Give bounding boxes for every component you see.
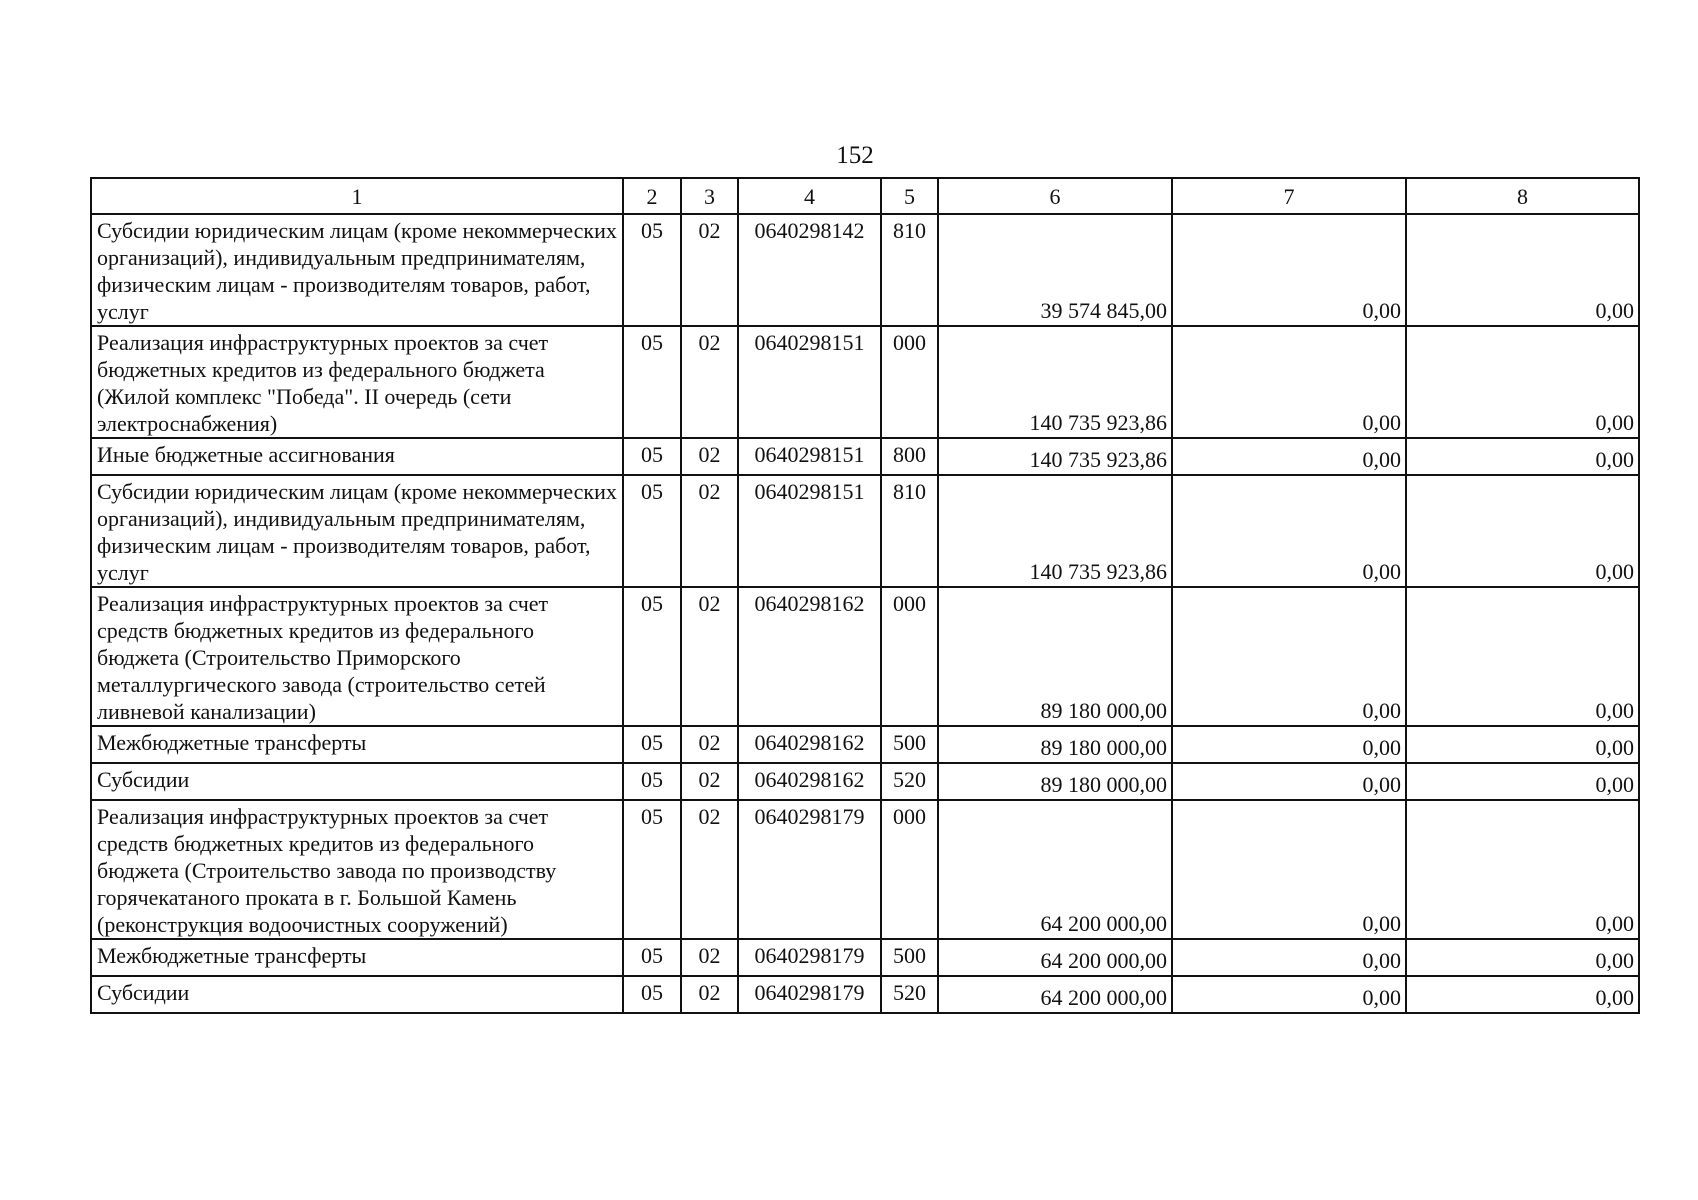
row-subsection: 02 xyxy=(681,475,738,587)
row-name: Субсидии xyxy=(91,763,623,800)
row-amount: 89 180 000,00 xyxy=(938,587,1172,726)
row-subsection: 02 xyxy=(681,326,738,438)
row-expense-type: 810 xyxy=(881,214,938,326)
row-amount-3: 0,00 xyxy=(1406,214,1639,326)
column-header: 8 xyxy=(1406,178,1639,214)
row-section: 05 xyxy=(623,976,681,1013)
row-amount-2: 0,00 xyxy=(1172,939,1406,976)
row-amount: 64 200 000,00 xyxy=(938,976,1172,1013)
header-row xyxy=(91,178,1639,214)
row-amount-2: 0,00 xyxy=(1172,726,1406,763)
row-amount-2: 0,00 xyxy=(1172,763,1406,800)
row-amount-3: 0,00 xyxy=(1406,475,1639,587)
row-name: Межбюджетные трансферты xyxy=(91,726,623,763)
row-section: 05 xyxy=(623,587,681,726)
row-expense-type: 500 xyxy=(881,726,938,763)
row-target-code: 0640298162 xyxy=(738,726,881,763)
row-section: 05 xyxy=(623,438,681,475)
row-amount: 140 735 923,86 xyxy=(938,475,1172,587)
row-expense-type: 520 xyxy=(881,763,938,800)
row-amount-3: 0,00 xyxy=(1406,438,1639,475)
row-section: 05 xyxy=(623,763,681,800)
row-amount: 140 735 923,86 xyxy=(938,326,1172,438)
column-header: 7 xyxy=(1172,178,1406,214)
row-subsection: 02 xyxy=(681,587,738,726)
row-amount-2: 0,00 xyxy=(1172,475,1406,587)
row-amount-2: 0,00 xyxy=(1172,214,1406,326)
row-name: Реализация инфраструктурных проектов за счет средств бюджетных кредитов из федерального бюджета (Строительство Приморского металлургического завода (строительство сетей ливневой канализации) xyxy=(91,587,623,726)
row-expense-type: 000 xyxy=(881,800,938,939)
row-subsection: 02 xyxy=(681,939,738,976)
row-amount-2: 0,00 xyxy=(1172,800,1406,939)
row-target-code: 0640298162 xyxy=(738,587,881,726)
row-amount-3: 0,00 xyxy=(1406,800,1639,939)
row-amount-2: 0,00 xyxy=(1172,587,1406,726)
budget-table xyxy=(90,177,1640,1014)
column-header: 5 xyxy=(881,178,938,214)
row-amount: 39 574 845,00 xyxy=(938,214,1172,326)
row-expense-type: 000 xyxy=(881,587,938,726)
row-amount: 64 200 000,00 xyxy=(938,800,1172,939)
table-row xyxy=(91,326,1639,438)
table-row xyxy=(91,800,1639,939)
row-section: 05 xyxy=(623,800,681,939)
row-section: 05 xyxy=(623,475,681,587)
row-name: Реализация инфраструктурных проектов за счет бюджетных кредитов из федерального бюджета (Жилой комплекс "Победа". II очередь (сети электроснабжения) xyxy=(91,326,623,438)
row-target-code: 0640298142 xyxy=(738,214,881,326)
row-expense-type: 500 xyxy=(881,939,938,976)
row-amount: 89 180 000,00 xyxy=(938,763,1172,800)
row-expense-type: 520 xyxy=(881,976,938,1013)
table-row xyxy=(91,939,1639,976)
row-target-code: 0640298179 xyxy=(738,939,881,976)
row-amount-2: 0,00 xyxy=(1172,976,1406,1013)
column-header: 2 xyxy=(623,178,681,214)
row-name: Субсидии xyxy=(91,976,623,1013)
row-amount: 140 735 923,86 xyxy=(938,438,1172,475)
table-row xyxy=(91,587,1639,726)
table-row xyxy=(91,214,1639,326)
table-row xyxy=(91,438,1639,475)
column-header: 3 xyxy=(681,178,738,214)
row-amount-2: 0,00 xyxy=(1172,326,1406,438)
table-row xyxy=(91,976,1639,1013)
page-number: 152 xyxy=(836,142,874,169)
column-header: 4 xyxy=(738,178,881,214)
row-target-code: 0640298151 xyxy=(738,326,881,438)
row-amount-2: 0,00 xyxy=(1172,438,1406,475)
table-row xyxy=(91,726,1639,763)
row-amount: 89 180 000,00 xyxy=(938,726,1172,763)
row-subsection: 02 xyxy=(681,976,738,1013)
column-header: 6 xyxy=(938,178,1172,214)
row-target-code: 0640298151 xyxy=(738,475,881,587)
row-amount: 64 200 000,00 xyxy=(938,939,1172,976)
row-expense-type: 000 xyxy=(881,326,938,438)
row-target-code: 0640298151 xyxy=(738,438,881,475)
table-row xyxy=(91,475,1639,587)
row-subsection: 02 xyxy=(681,800,738,939)
row-subsection: 02 xyxy=(681,763,738,800)
row-amount-3: 0,00 xyxy=(1406,726,1639,763)
row-target-code: 0640298179 xyxy=(738,976,881,1013)
row-amount-3: 0,00 xyxy=(1406,939,1639,976)
row-section: 05 xyxy=(623,214,681,326)
row-expense-type: 800 xyxy=(881,438,938,475)
row-name: Межбюджетные трансферты xyxy=(91,939,623,976)
row-subsection: 02 xyxy=(681,726,738,763)
row-name: Субсидии юридическим лицам (кроме некоммерческих организаций), индивидуальным предпринимателям, физическим лицам - производителям товаров, работ, услуг xyxy=(91,214,623,326)
row-amount-3: 0,00 xyxy=(1406,587,1639,726)
row-target-code: 0640298179 xyxy=(738,800,881,939)
row-section: 05 xyxy=(623,326,681,438)
row-name: Иные бюджетные ассигнования xyxy=(91,438,623,475)
row-amount-3: 0,00 xyxy=(1406,763,1639,800)
row-subsection: 02 xyxy=(681,214,738,326)
row-expense-type: 810 xyxy=(881,475,938,587)
table-row xyxy=(91,763,1639,800)
row-target-code: 0640298162 xyxy=(738,763,881,800)
row-name: Реализация инфраструктурных проектов за счет средств бюджетных кредитов из федерального бюджета (Строительство завода по производству горячекатаного проката в г. Большой Камень (реконструкция водоочистных сооружений) xyxy=(91,800,623,939)
row-subsection: 02 xyxy=(681,438,738,475)
row-amount-3: 0,00 xyxy=(1406,976,1639,1013)
row-name: Субсидии юридическим лицам (кроме некоммерческих организаций), индивидуальным предпринимателям, физическим лицам - производителям товаров, работ, услуг xyxy=(91,475,623,587)
row-section: 05 xyxy=(623,939,681,976)
column-header: 1 xyxy=(91,178,623,214)
row-section: 05 xyxy=(623,726,681,763)
row-amount-3: 0,00 xyxy=(1406,326,1639,438)
